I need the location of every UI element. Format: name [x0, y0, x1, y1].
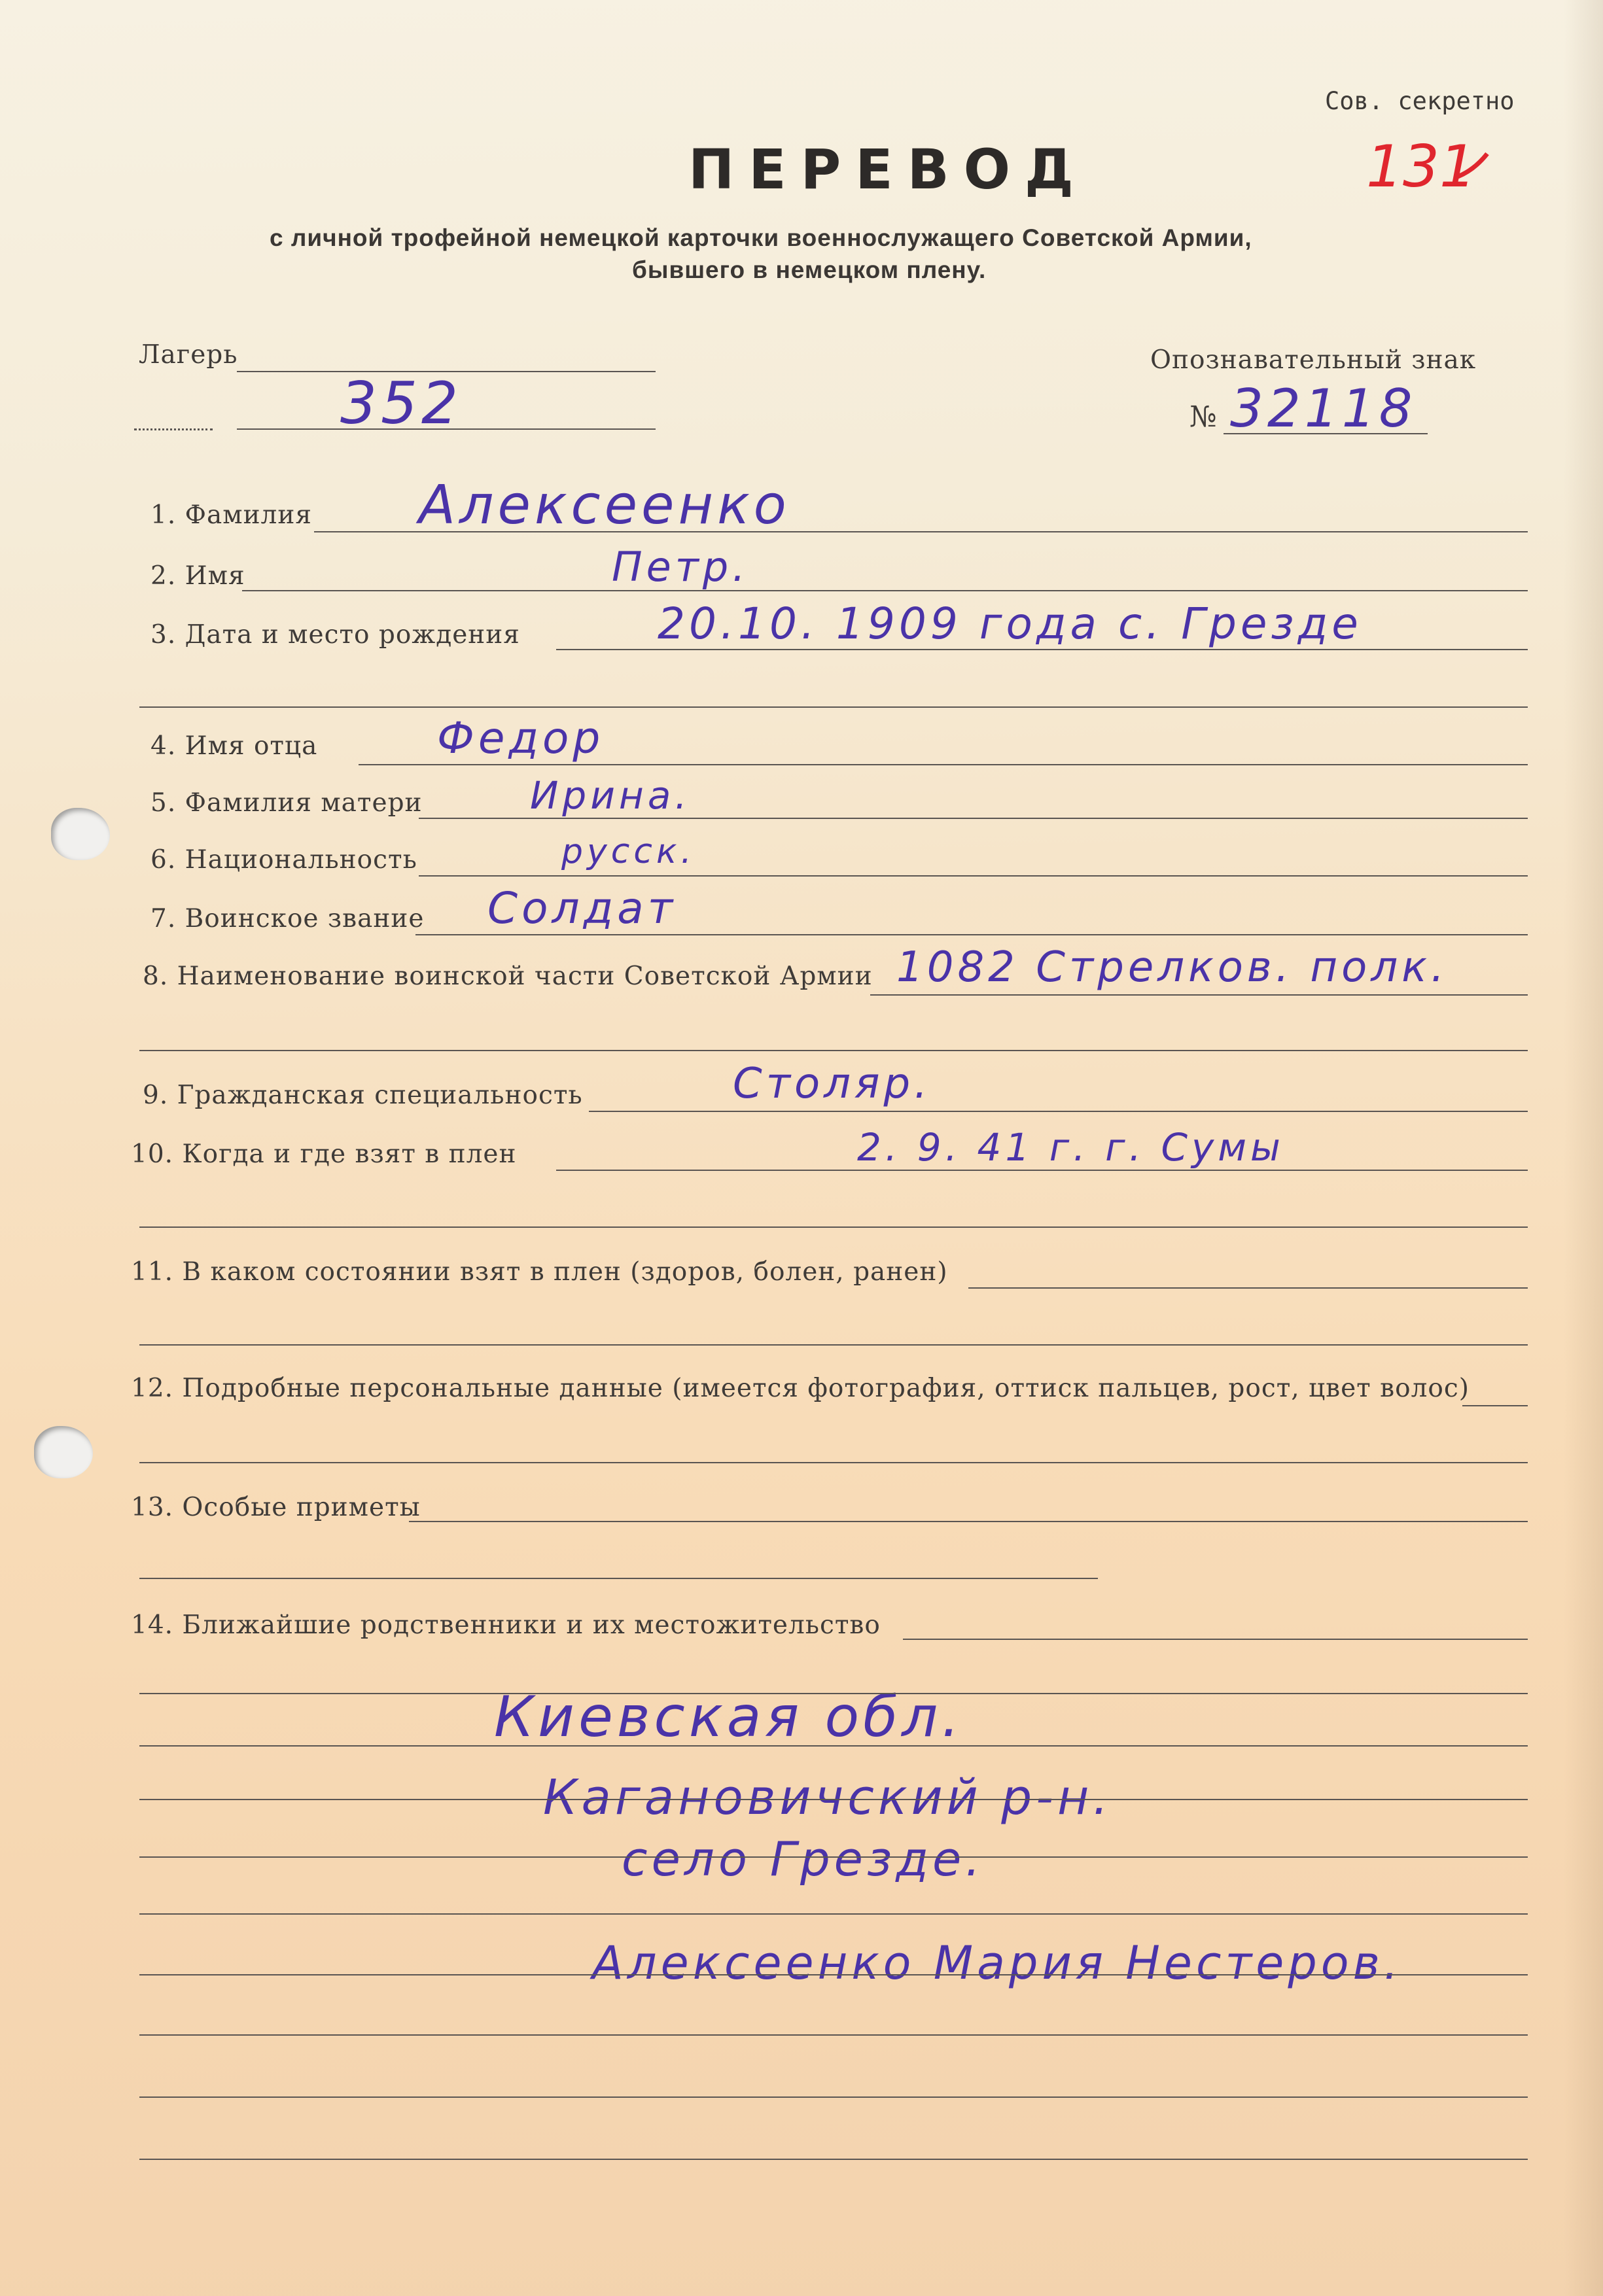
field-7-value: Солдат [487, 883, 677, 933]
field-13-label: 13. Особые приметы [131, 1493, 421, 1522]
field-5-label: 5. Фамилия матери [150, 788, 423, 818]
field-1-value: Алексеенко [419, 474, 790, 536]
field-3-value: 20.10. 1909 года с. Грезде [658, 599, 1362, 649]
field-4-value: Федор [437, 713, 605, 763]
field-5-line [419, 818, 1528, 819]
file-number-text: 131 [1366, 133, 1476, 200]
field-7-line [415, 934, 1528, 935]
file-number-mark [1360, 128, 1490, 200]
id-tag-line [1224, 433, 1428, 434]
field-6-line [419, 875, 1528, 877]
field-3-line [556, 649, 1528, 650]
document-subtitle-line1: с личной трофейной немецкой карточки военнослужащего Советской Армии, [270, 224, 1252, 251]
relatives-line-rule-2 [139, 1745, 1528, 1747]
field-13-line-2 [139, 1578, 1098, 1579]
field-14-label: 14. Ближайшие родственники и их местожительство [131, 1610, 881, 1640]
relatives-line-3: село Грезде. [622, 1832, 985, 1887]
camp-value: 352 [340, 370, 462, 437]
field-1-label: 1. Фамилия [150, 500, 312, 530]
field-6-value: русск. [561, 832, 696, 871]
field-2-value: Петр. [612, 543, 749, 591]
field-5-value: Ирина. [530, 773, 691, 818]
field-10-value: 2. 9. 41 г. г. Сумы [857, 1125, 1284, 1170]
field-10-line-2 [139, 1226, 1528, 1228]
field-11-line-2 [139, 1344, 1528, 1346]
field-8-line [870, 994, 1528, 996]
relatives-line-rule-7 [139, 2034, 1528, 2036]
field-7-label: 7. Воинское звание [150, 904, 425, 933]
field-8-value: 1082 Стрелков. полк. [896, 943, 1449, 992]
id-tag-value: 32118 [1230, 378, 1417, 439]
relatives-line-rule-1 [139, 1693, 1528, 1694]
camp-line-dotted [134, 428, 213, 430]
field-13-line [409, 1521, 1528, 1522]
punch-hole-lower [34, 1426, 93, 1478]
relatives-line-1: Киевская обл. [494, 1684, 964, 1750]
field-1-line [314, 531, 1528, 532]
field-10-label: 10. Когда и где взят в плен [131, 1139, 517, 1169]
camp-line-2 [237, 428, 656, 430]
field-2-line [242, 590, 1528, 591]
field-3-label: 3. Дата и место рождения [150, 620, 520, 650]
field-9-line [589, 1111, 1528, 1112]
relatives-line-rule-5 [139, 1913, 1528, 1915]
relatives-line-rule-8 [139, 2096, 1528, 2098]
field-4-line [359, 764, 1528, 765]
field-2-label: 2. Имя [150, 561, 245, 591]
relatives-line-rule-3 [139, 1799, 1528, 1800]
classification-mark: Сов. секретно [1325, 87, 1515, 115]
field-12-line-2 [139, 1462, 1528, 1463]
id-tag-label: Опознавательный знак [1150, 345, 1477, 375]
document-subtitle-line2: бывшего в немецком плену. [632, 256, 987, 283]
field-4-label: 4. Имя отца [150, 731, 318, 761]
field-12-label: 12. Подробные персональные данные (имеется фотография, оттиск пальцев, рост, цвет волос) [131, 1374, 1470, 1403]
field-12-line [1462, 1405, 1528, 1406]
relatives-line-rule-6 [139, 1974, 1528, 1975]
field-8-line-2 [139, 1050, 1528, 1051]
field-6-label: 6. Национальность [150, 845, 417, 875]
relatives-line-rule-4 [139, 1856, 1528, 1858]
page-edge-shadow [1564, 0, 1603, 2296]
field-3-line-2 [139, 706, 1528, 708]
field-9-label: 9. Гражданская специальность [143, 1081, 583, 1110]
relatives-line-4: Алексеенко Мария Нестеров. [592, 1936, 1403, 1990]
field-10-line [556, 1170, 1528, 1171]
field-14-line [903, 1639, 1528, 1640]
id-tag-number-sign: № [1189, 400, 1218, 434]
document-title: ПЕРЕВОД [688, 137, 1088, 201]
camp-label: Лагерь [139, 340, 238, 370]
relatives-line-2: Кагановичский р-н. [543, 1769, 1112, 1826]
field-8-label: 8. Наименование воинской части Советской Армии [143, 962, 873, 991]
punch-hole-upper [51, 808, 110, 860]
relatives-line-rule-9 [139, 2159, 1528, 2160]
field-9-value: Столяр. [733, 1060, 932, 1108]
field-11-line [968, 1287, 1528, 1289]
field-11-label: 11. В каком состоянии взят в плен (здоров, болен, ранен) [131, 1257, 948, 1287]
